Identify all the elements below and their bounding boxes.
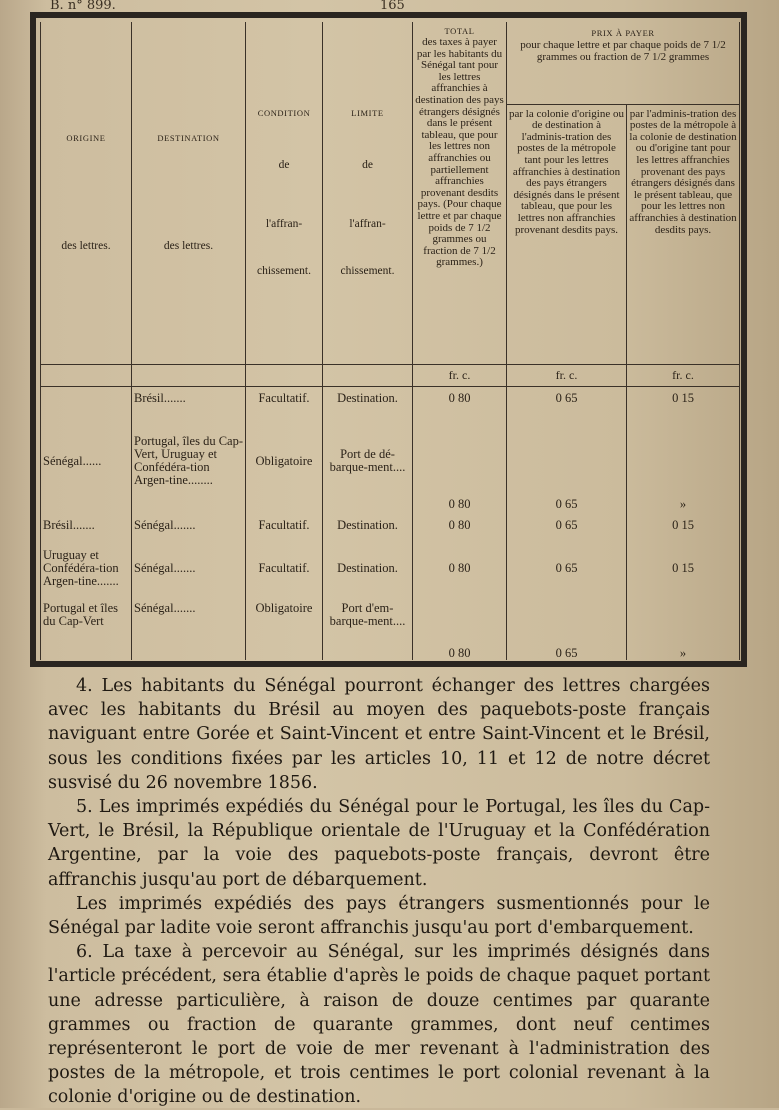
table-row: Sénégal...... Portugal, îles du Cap-Vert, Uruguay et Confédéra-tion Argen-tine........ Obligatoire Port de dé-barque-ment.... 0 80 0 65 »	[41, 411, 740, 512]
col-header-condition: CONDITION de l'affran- chissement.	[246, 22, 323, 365]
table-row: Brésil....... Sénégal....... Facultatif. Destination. 0 80 0 65 0 15	[41, 511, 740, 540]
page-header	[50, 0, 750, 12]
bulletin-number: B. n° 899.	[50, 0, 116, 13]
paragraph-article-5: 5. Les imprimés expédiés du Sénégal pour le Portugal, les îles du Cap-Vert, le Brésil, la République orientale de l'Uruguay et la Confédération Argentine, par la voie des paquebots-poste français, devront être affranchis jusqu'au port de débarquement.	[48, 797, 710, 890]
col-header-origine: ORIGINE des lettres.	[41, 22, 132, 365]
paragraph-article-5-cont: Les imprimés expédiés des pays étrangers susmentionnés pour le Sénégal par ladite voie seront affranchis jusqu'au port d'embarquement.	[48, 893, 710, 939]
table-row: Portugal et îles du Cap-Vert Sénégal....... Obligatoire Port d'em-barque-ment.... 0 80 0 65 »	[41, 598, 740, 660]
unit-sub2: fr. c.	[627, 365, 740, 387]
col-header-limite: LIMITE de l'affran- chissement.	[323, 22, 413, 365]
table-row: Brésil....... Facultatif. Destination. 0 80 0 65 0 15	[41, 386, 740, 411]
tax-table	[40, 22, 740, 660]
col-header-destination: DESTINATION des lettres.	[132, 22, 246, 365]
col-header-total: TOTAL des taxes à payer par les habitants du Sénégal tant pour les lettres affranchies à destination des pays étrangers désignés dans le présent tableau, que pour les lettres non affranchies ou partiellement affranchies provenant desdits pays. (Pour chaque lettre et par chaque poids de 7 1/2 grammes ou fraction de 7 1/2 grammes.)	[413, 22, 507, 365]
body-text	[48, 674, 710, 1110]
page-number: 165	[380, 0, 405, 13]
col-header-prix: PRIX À PAYER pour chaque lettre et par chaque poids de 7 1/2 grammes ou fraction de 7 1/2 grammes	[507, 22, 740, 104]
paragraph-article-6: 6. La taxe à percevoir au Sénégal, sur les imprimés désignés dans l'article précédent, sera établie d'après le poids de chaque paquet portant une adresse particulière, à raison de douze centimes par quarante grammes ou fraction de quarante grammes, dont neuf centimes représenteront le port de voie de mer revenant à l'administration des postes de la métropole, et trois centimes le port colonial revenant à la colonie d'origine ou de destination.	[48, 942, 710, 1108]
unit-total: fr. c.	[413, 365, 507, 387]
col-header-prix-colonie: par la colonie d'origine ou de destination à l'adminis-tration des postes de la métropole tant pour les lettres affranchies à destination des pays étrangers désignés dans le présent tableau, que pour les lettres non affranchies provenant desdits pays.	[507, 104, 627, 364]
table-row: Uruguay et Confédéra-tion Argen-tine....... Sénégal....... Facultatif. Destination. 0 80 0 65 0 15	[41, 540, 740, 598]
paragraph-article-4: 4. Les habitants du Sénégal pourront échanger des lettres chargées avec les habitants du Brésil au moyen des paquebots-poste français naviguant entre Gorée et Saint-Vincent et entre Saint-Vincent et le Brésil, sous les conditions fixées par les articles 10, 11 et 12 de notre décret susvisé du 26 novembre 1856.	[48, 676, 710, 793]
col-header-prix-metropole: par l'adminis-tration des postes de la métropole à la colonie de destination ou d'origine tant pour les lettres affranchies provenant des pays étrangers désignés dans le présent tableau, que pour les lettres non affranchies à destination desdits pays.	[627, 104, 740, 364]
unit-sub1: fr. c.	[507, 365, 627, 387]
tax-table-frame	[30, 12, 747, 667]
